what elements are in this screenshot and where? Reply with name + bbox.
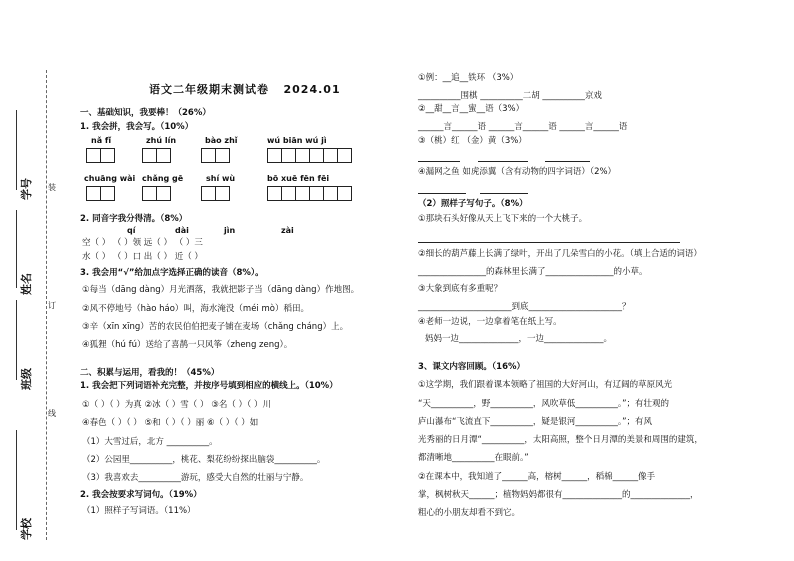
question-1: 1. 我会拼，我会写。（10%） (80, 122, 194, 132)
fill-sentence[interactable]: （1）大雪过后，北方 __________。 (82, 437, 218, 447)
section-3-heading: 3、课文内容回顾。（16%） (418, 362, 526, 372)
idiom-row[interactable]: ①（ ）（ ）为真 ②冰（ ）雪（ ） ③名（ ）（ ）川 (82, 400, 271, 410)
pinyin: zài (281, 226, 294, 235)
answer-line[interactable] (418, 193, 466, 194)
fill-sentence[interactable]: （3）我喜欢去__________游玩，感受大自然的壮丽与宁静。 (82, 473, 309, 483)
school-label: 学校 (20, 518, 33, 540)
writing-grid[interactable] (86, 148, 115, 163)
writing-grid[interactable] (86, 186, 115, 201)
binding-mark: 装 (48, 183, 56, 192)
word-blanks[interactable]: __________围棋 __________二胡 __________京戏 (418, 91, 602, 101)
writing-grid[interactable] (201, 186, 230, 201)
reading-item[interactable]: ④狐狸（hú fú）送给了喜鹊一只风筝（zheng zeng）。 (82, 340, 293, 350)
pinyin: dài (175, 226, 189, 235)
section-2-heading: 二、积累与运用，看我的！（45%） (80, 368, 220, 378)
answer-line[interactable] (418, 242, 680, 243)
pinyin: nǎ fǐ (91, 136, 112, 145)
fill-sentence[interactable]: （2）公园里__________，桃花、梨花纷纷探出脑袋__________。 (82, 455, 326, 465)
reading-item[interactable]: ①每当（dāng dàng）月光洒落，我就把影子当（dāng dàng）作地图。 (82, 285, 360, 295)
pinyin: jìn (224, 226, 236, 235)
homophone-row[interactable]: 空（ ） （ ）领 远（ ） （ ）三 (82, 238, 203, 248)
pinyin: wú biān wú jì (267, 136, 327, 145)
question-2: 2. 同音字我分得清。（8%） (80, 214, 188, 224)
writing-grid[interactable] (267, 186, 352, 201)
number-label: 学号 (20, 178, 33, 200)
student-info-sidebar (0, 0, 80, 561)
number-blank[interactable] (16, 110, 17, 190)
school-blank[interactable] (16, 430, 17, 530)
writing-grid[interactable] (142, 186, 171, 201)
word-example: ④漏网之鱼 如虎添翼（含有动物的四字词语）（2%） (418, 167, 617, 177)
answer-line[interactable] (545, 161, 590, 162)
question-4: 1. 我会把下列词语补充完整，并按序号填到相应的横线上。（10%） (80, 381, 338, 391)
review-text: ①这学期，我们跟着课本领略了祖国的大好河山，有辽阔的草原风光 (418, 380, 673, 390)
sentence-item: ④老师一边说，一边拿着笔在纸上写。 (418, 317, 562, 327)
name-label: 姓名 (20, 273, 33, 295)
pinyin: chǎng gē (142, 174, 184, 183)
binding-mark: 线 (48, 409, 56, 418)
title-date: 2024.01 (283, 83, 341, 96)
word-example: ②__甜__言__蜜__语（3%） (418, 104, 525, 114)
question-5-1: （1）照样子写词语。（11%） (82, 506, 196, 516)
answer-line[interactable] (478, 161, 528, 162)
writing-grid[interactable] (267, 148, 352, 163)
question-5: 2. 我会按要求写词句。（19%） (80, 490, 202, 500)
review-blanks[interactable]: “天__________，野__________，风吹草低__________。”；有壮观的 (418, 399, 670, 409)
homophone-row[interactable]: 水（ ） （ ）口 出（ ） 近（ ） (82, 252, 203, 262)
word-blanks[interactable]: ______言______语 ______言______语 ______言______语 (418, 122, 628, 132)
review-blanks[interactable]: ②在课本中，我知道了______高，榕树______，稻棉______像手 (418, 472, 656, 482)
sentence-blanks[interactable]: ______________________到底______________________？ (418, 302, 631, 312)
review-blanks[interactable]: 都清晰地__________在眼前。” (418, 453, 529, 463)
binding-line (46, 70, 47, 540)
review-blanks[interactable]: 掌，枫树秋天______；植物妈妈都很有______________的______________， (418, 490, 699, 500)
sentence-item: ②细长的葫芦藤上长满了绿叶，开出了几朵雪白的小花。（填上合适的词语） (418, 249, 702, 259)
writing-grid[interactable] (142, 148, 171, 163)
exam-title (149, 81, 341, 97)
question-3: 3. 我会用“√”给加点字选择正确的读音（8%）。 (80, 268, 264, 278)
pinyin: chuāng wài (84, 174, 136, 183)
pinyin: bō xuē fēn fēi (267, 174, 330, 183)
pinyin: bào zhǐ (205, 136, 238, 145)
pinyin: zhú lín (146, 136, 177, 145)
answer-line[interactable] (418, 161, 460, 162)
sentence-blanks[interactable]: ________________的森林里长满了________________的小草。 (418, 267, 648, 277)
class-blank[interactable] (16, 300, 17, 380)
sentence-item: ①那块石头好像从天上飞下来的一个大桃子。 (418, 214, 588, 224)
sentence-section: （2）照样子写句子。（8%） (418, 199, 528, 209)
writing-grid[interactable] (201, 148, 230, 163)
review-text: 粗心的小朋友却看不到它。 (418, 508, 521, 518)
word-example: ③（桃）红 （金）黄（3%） (418, 136, 527, 146)
review-blanks[interactable]: 庐山瀑布“飞流直下__________，疑是银河__________。”；有风 (418, 417, 653, 427)
pinyin: shí wù (206, 174, 236, 183)
idiom-row[interactable]: ④春色（ ）（ ） ⑤和（ ）（ ）丽 ⑥（ ）（ ）如 (82, 418, 259, 428)
class-label: 班级 (20, 368, 33, 390)
title-text: 语文二年级期末测试卷 (149, 83, 269, 96)
reading-item[interactable]: ②风不停地号（hào háo）叫，海水淹没（méi mò）稻田。 (82, 304, 309, 314)
sentence-blanks[interactable]: 妈妈一边______________，一边______________。 (425, 334, 613, 344)
word-example: ①例：__追__铁环 （3%） (418, 73, 519, 83)
name-blank[interactable] (16, 210, 17, 288)
reading-item[interactable]: ③辛（xīn xīng）苦的农民伯伯把麦子铺在麦场（chǎng cháng）上。 (82, 322, 349, 332)
section-1-heading: 一、基础知识，我要棒！（26%） (80, 108, 211, 118)
sentence-item: ③大象到底有多重呢？ (418, 284, 503, 294)
answer-line[interactable] (480, 193, 528, 194)
pinyin: qí (127, 226, 136, 235)
review-blanks[interactable]: 光秀丽的日月潭“__________，太阳高照，整个日月潭的美景和周围的建筑， (418, 435, 703, 445)
binding-mark: 订 (48, 301, 56, 310)
